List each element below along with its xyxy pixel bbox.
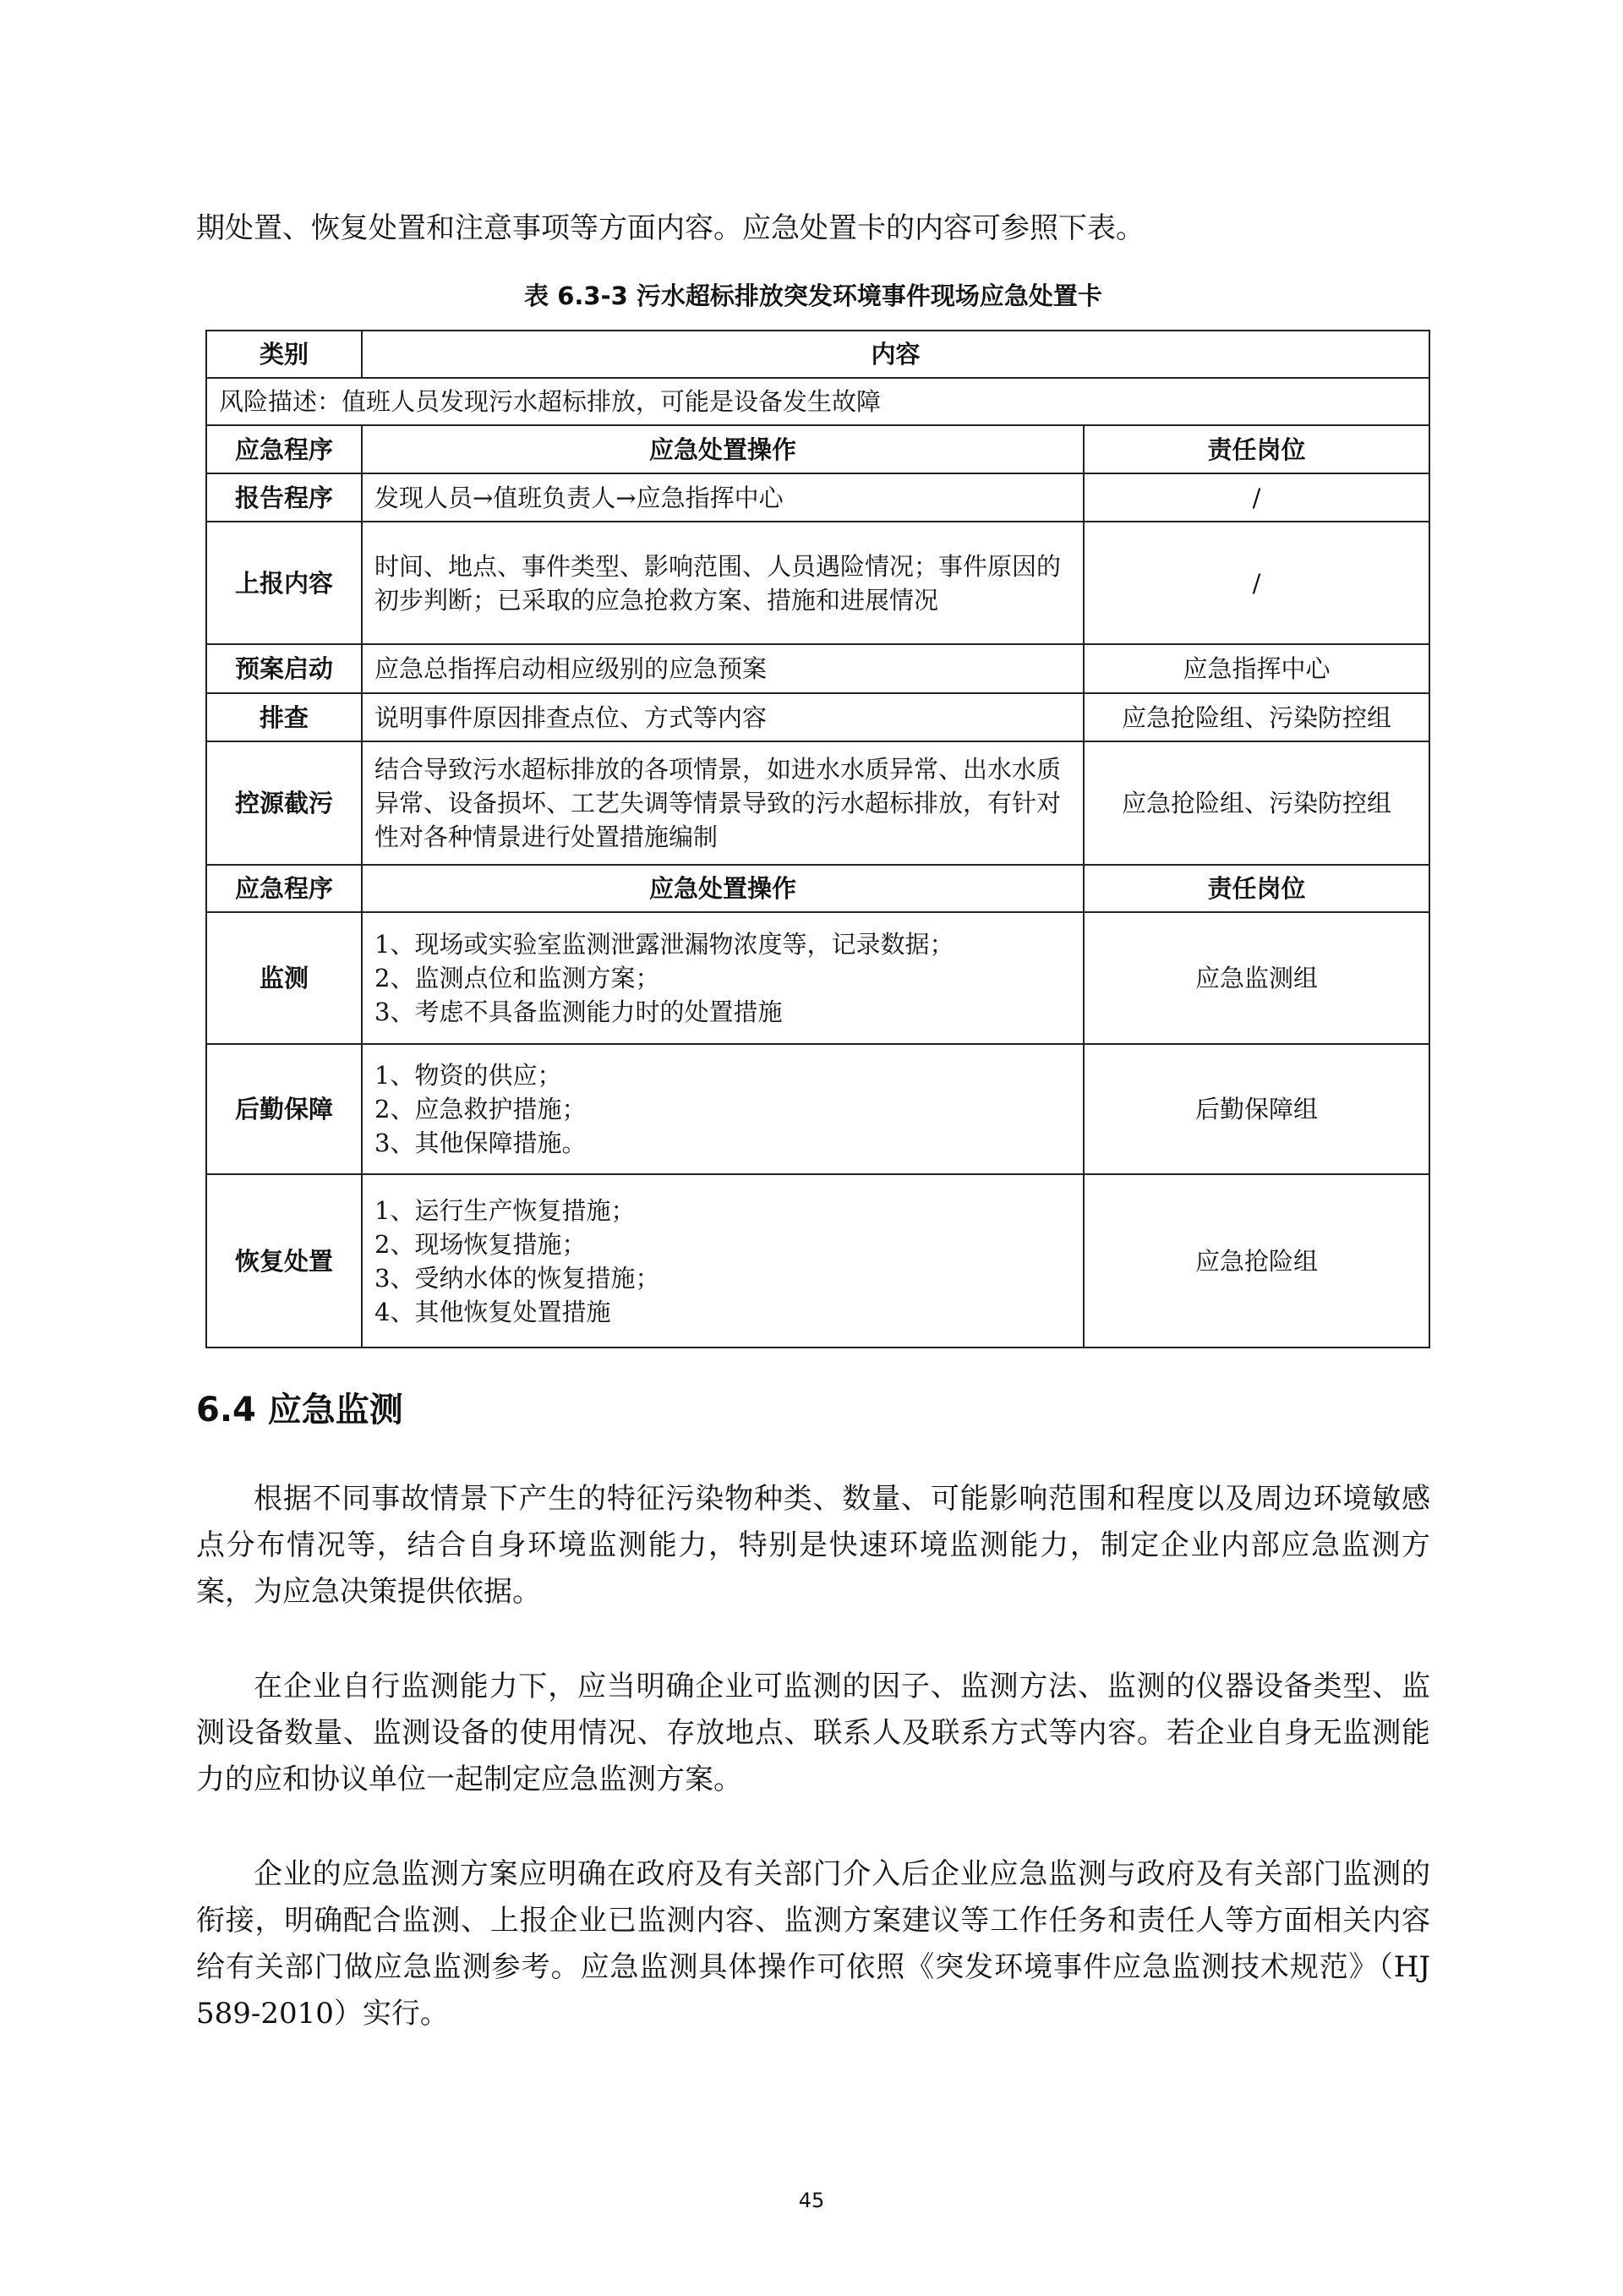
operation-item: 1、物资的供应； <box>374 1061 562 1090</box>
row-category: 控源截污 <box>206 741 362 865</box>
section-header-row <box>206 865 1429 912</box>
table-row <box>206 1044 1429 1174</box>
risk-description: 风险描述：值班人员发现污水超标排放，可能是设备发生故障 <box>206 378 1429 425</box>
row-responsibility: 应急抢险组 <box>1084 1174 1429 1348</box>
section-heading: 6.4 应急监测 <box>196 1391 403 1430</box>
row-responsibility: 应急抢险组、污染防控组 <box>1084 741 1429 865</box>
row-responsibility: 后勤保障组 <box>1084 1044 1429 1174</box>
operation-item: 2、应急救护措施； <box>374 1095 587 1123</box>
row-responsibility: / <box>1084 522 1429 644</box>
row-category: 排查 <box>206 693 362 741</box>
body-paragraph: 企业的应急监测方案应明确在政府及有关部门介入后企业应急监测与政府及有关部门监测的衔接，明确配合监测、上报企业已监测内容、监测方案建议等工作任务和责任人等方面相关内容给有关部门做应急监测参考。应急监测具体操作可依照《突发环境事件应急监测技术规范》（HJ 589-2010）实行。 <box>196 1857 1430 2031</box>
table-row <box>206 693 1429 741</box>
operation-item: 3、考虑不具备监测能力时的处置措施 <box>374 998 783 1026</box>
table-caption: 表 6.3-3 污水超标排放突发环境事件现场应急处置卡 <box>524 282 1102 310</box>
table-row <box>206 522 1429 644</box>
row-category: 预案启动 <box>206 644 362 693</box>
operation-item: 2、监测点位和监测方案； <box>374 964 660 992</box>
page-number: 45 <box>798 2189 825 2212</box>
section-header-row <box>206 425 1429 473</box>
table-row <box>206 741 1429 865</box>
operation-item: 1、现场或实验室监测泄露泄漏物浓度等，记录数据； <box>374 930 954 959</box>
row-category: 报告程序 <box>206 473 362 522</box>
section-header-responsibility: 责任岗位 <box>1084 865 1429 912</box>
operation-item: 3、受纳水体的恢复措施； <box>374 1263 660 1293</box>
row-category: 后勤保障 <box>206 1044 362 1174</box>
section-header-procedure: 应急程序 <box>206 865 362 912</box>
row-category: 上报内容 <box>206 522 362 644</box>
table-header-row <box>206 331 1429 378</box>
row-operation: 发现人员→值班负责人→应急指挥中心 <box>362 473 1084 522</box>
row-operation <box>362 1174 1084 1348</box>
table-row <box>206 912 1429 1044</box>
header-content: 内容 <box>362 331 1429 378</box>
body-paragraph: 在企业自行监测能力下，应当明确企业可监测的因子、监测方法、监测的仪器设备类型、监测设备数量、监测设备的使用情况、存放地点、联系人及联系方式等内容。若企业自身无监测能力的应和协议单位一起制定应急监测方案。 <box>196 1670 1430 1796</box>
operation-item: 2、现场恢复措施； <box>374 1229 587 1259</box>
row-operation: 时间、地点、事件类型、影响范围、人员遇险情况；事件原因的初步判断；已采取的应急抢救方案、措施和进展情况 <box>362 522 1084 644</box>
row-operation: 说明事件原因排查点位、方式等内容 <box>362 693 1084 741</box>
operation-item: 3、其他保障措施。 <box>374 1129 587 1157</box>
section-header-procedure: 应急程序 <box>206 425 362 473</box>
row-responsibility: 应急监测组 <box>1084 912 1429 1044</box>
section-header-operation: 应急处置操作 <box>362 425 1084 473</box>
table-row <box>206 473 1429 522</box>
header-category: 类别 <box>206 331 362 378</box>
row-category: 恢复处置 <box>206 1174 362 1348</box>
intro-text: 期处置、恢复处置和注意事项等方面内容。应急处置卡的内容可参照下表。 <box>196 211 1145 245</box>
table-row <box>206 644 1429 693</box>
row-category: 监测 <box>206 912 362 1044</box>
operation-item: 4、其他恢复处置措施 <box>374 1297 611 1326</box>
row-responsibility: / <box>1084 473 1429 522</box>
row-responsibility: 应急抢险组、污染防控组 <box>1084 693 1429 741</box>
row-responsibility: 应急指挥中心 <box>1084 644 1429 693</box>
operation-item: 1、运行生产恢复措施； <box>374 1195 636 1225</box>
section-header-responsibility: 责任岗位 <box>1084 425 1429 473</box>
risk-description-row <box>206 378 1429 425</box>
row-operation: 应急总指挥启动相应级别的应急预案 <box>362 644 1084 693</box>
emergency-card-table <box>205 330 1430 1348</box>
body-paragraph: 根据不同事故情景下产生的特征污染物种类、数量、可能影响范围和程度以及周边环境敏感点分布情况等，结合自身环境监测能力，特别是快速环境监测能力，制定企业内部应急监测方案，为应急决策提供依据。 <box>196 1482 1430 1609</box>
section-header-operation: 应急处置操作 <box>362 865 1084 912</box>
row-operation <box>362 912 1084 1044</box>
row-operation <box>362 1044 1084 1174</box>
row-operation: 结合导致污水超标排放的各项情景，如进水水质异常、出水水质异常、设备损坏、工艺失调等情景导致的污水超标排放，有针对性对各种情景进行处置措施编制 <box>362 741 1084 865</box>
table-row <box>206 1174 1429 1348</box>
